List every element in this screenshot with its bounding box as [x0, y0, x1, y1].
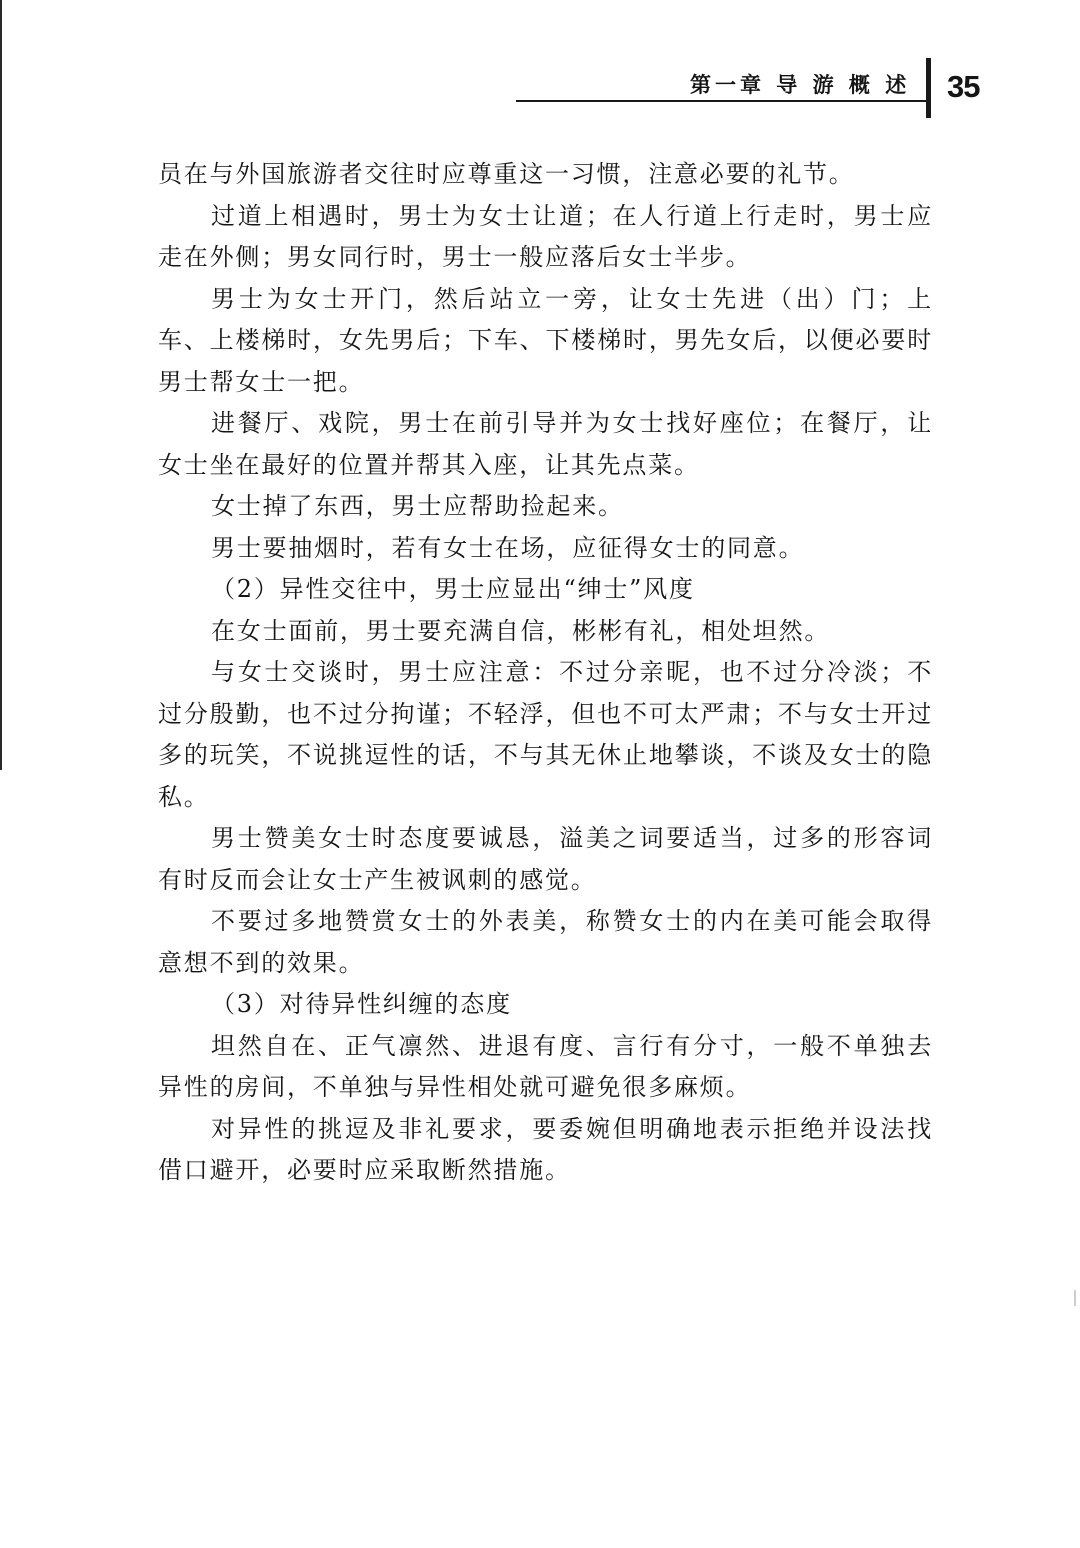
paragraph: 女士掉了东西，男士应帮助捡起来。: [211, 492, 624, 520]
header-divider-bar: [926, 58, 931, 118]
paragraph: 男士为女士开门，然后站立一旁，让女士先进（出）门；上车、上楼梯时，女先男后；下车、下楼梯时，男先女后，以便必要时男士帮女士一把。: [158, 284, 933, 396]
scan-mark: [1074, 1290, 1076, 1306]
section-heading: （2）异性交往中，男士应显出“绅士”风度: [211, 575, 695, 603]
paragraph: 对异性的挑逗及非礼要求，要委婉但明确地表示拒绝并设法找借口避开，必要时应采取断然措施。: [158, 1114, 933, 1184]
paragraph: 进餐厅、戏院，男士在前引导并为女士找好座位；在餐厅，让女士坐在最好的位置并帮其入座，让其先点菜。: [158, 409, 933, 479]
chapter-title: 第一章 导 游 概 述: [690, 72, 911, 97]
running-header: [0, 0, 1080, 130]
section-heading: （3）对待异性纠缠的态度: [211, 990, 512, 1018]
paragraph: 不要过多地赞赏女士的外表美，称赞女士的内在美可能会取得意想不到的效果。: [158, 907, 933, 977]
paragraph: 男士要抽烟时，若有女士在场，应征得女士的同意。: [211, 533, 805, 562]
body-text: [158, 154, 933, 1192]
paragraph: 与女士交谈时，男士应注意：不过分亲昵，也不过分冷淡；不过分殷勤，也不过分拘谨；不轻浮，但也不可太严肃；不与女士开过多的玩笑，不说挑逗性的话，不与其无休止地攀谈，不谈及女士的隐私。: [158, 658, 933, 811]
paragraph: 过道上相遇时，男士为女士让道；在人行道上行走时，男士应走在外侧；男女同行时，男士一般应落后女士半步。: [158, 201, 933, 271]
page-number: 35: [947, 69, 980, 104]
paragraph: 员在与外国旅游者交往时应尊重这一习惯，注意必要的礼节。: [158, 160, 855, 188]
paragraph: 男士赞美女士时态度要诚恳，溢美之词要适当，过多的形容词有时反而会让女士产生被讽刺的感觉。: [158, 824, 933, 894]
paragraph: 在女士面前，男士要充满自信，彬彬有礼，相处坦然。: [211, 616, 831, 645]
paragraph: 坦然自在、正气凛然、进退有度、言行有分寸，一般不单独去异性的房间，不单独与异性相处就可避免很多麻烦。: [158, 1031, 933, 1101]
header-rule: [516, 100, 930, 102]
